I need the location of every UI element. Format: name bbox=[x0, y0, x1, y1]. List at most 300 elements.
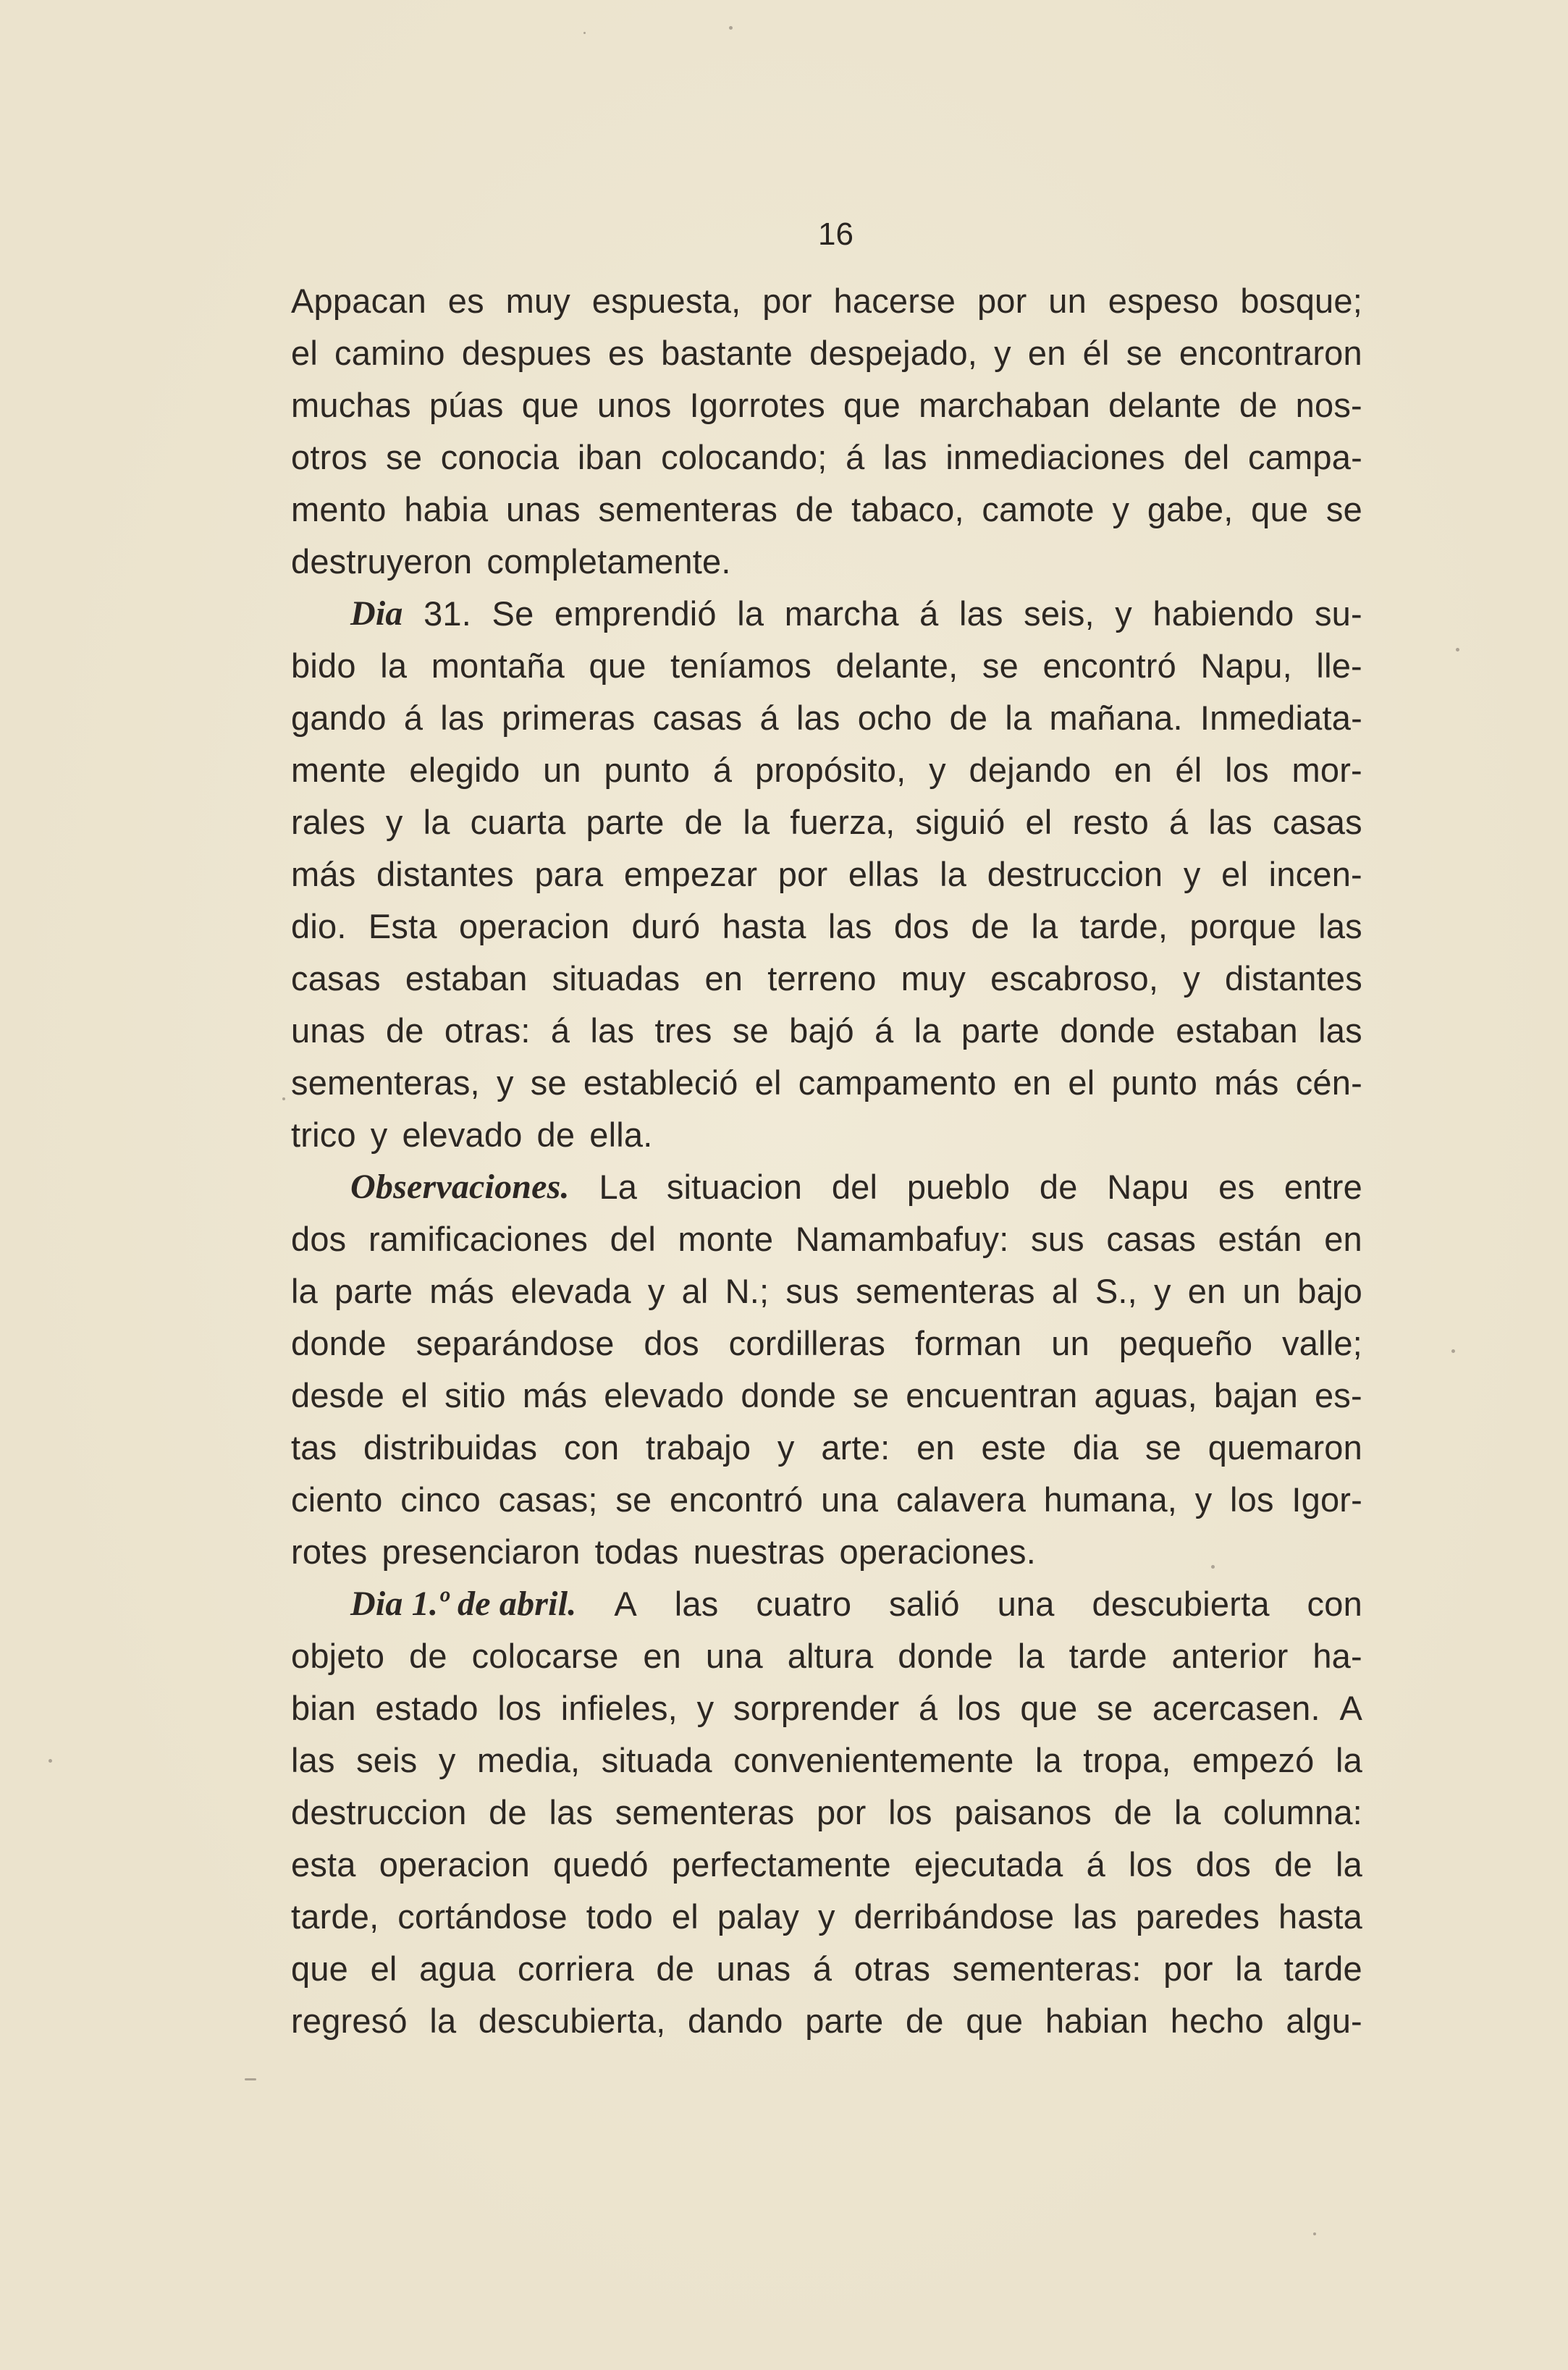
word: las bbox=[827, 907, 872, 945]
word: 31. bbox=[423, 594, 472, 633]
word: que bbox=[1251, 490, 1309, 528]
word: siguió bbox=[915, 803, 1006, 841]
word: las bbox=[590, 1011, 635, 1050]
word: más bbox=[291, 855, 356, 893]
word: Se bbox=[492, 594, 534, 633]
word: de bbox=[1113, 1793, 1152, 1831]
word: del bbox=[610, 1220, 656, 1258]
word: de bbox=[409, 1637, 447, 1675]
paper-speck bbox=[49, 1759, 52, 1763]
word: los bbox=[1225, 751, 1269, 789]
word: otras: bbox=[444, 1011, 531, 1050]
word: Napu, bbox=[1200, 646, 1292, 685]
word: una bbox=[705, 1637, 763, 1675]
word: la bbox=[423, 803, 450, 841]
word: que bbox=[291, 1949, 349, 1988]
word: acercasen. bbox=[1152, 1689, 1320, 1727]
word: al bbox=[1051, 1272, 1079, 1310]
word: sementeras: bbox=[952, 1949, 1142, 1988]
word: las bbox=[549, 1793, 594, 1831]
word: duró bbox=[631, 907, 701, 945]
word: mente bbox=[291, 751, 387, 789]
word: trabajo bbox=[646, 1428, 751, 1467]
word: estaban bbox=[405, 959, 528, 998]
word: y bbox=[994, 334, 1011, 372]
word: emprendió bbox=[554, 594, 717, 633]
word: en bbox=[1324, 1220, 1362, 1258]
word: del bbox=[1184, 438, 1230, 476]
word: por bbox=[777, 855, 828, 893]
word: Appacan bbox=[291, 282, 426, 320]
word: y bbox=[1183, 855, 1201, 893]
word: la bbox=[380, 646, 408, 685]
word: á bbox=[874, 1011, 894, 1050]
entry-heading: Dia 1.º de abril. bbox=[350, 1585, 577, 1623]
word: pequeño bbox=[1118, 1324, 1253, 1362]
word: lle- bbox=[1316, 646, 1362, 685]
word: los bbox=[1230, 1480, 1274, 1519]
word: y bbox=[496, 1063, 514, 1102]
word: á bbox=[403, 699, 423, 737]
word: y bbox=[818, 1897, 835, 1936]
word: bian bbox=[291, 1689, 356, 1727]
text-line bbox=[291, 692, 1362, 744]
word: todo bbox=[586, 1897, 653, 1936]
word: primeras bbox=[502, 699, 636, 737]
word: están bbox=[1218, 1220, 1302, 1258]
text-line bbox=[291, 1005, 1362, 1057]
word: su- bbox=[1314, 594, 1362, 633]
paper-speck bbox=[282, 1097, 285, 1100]
word: tarde bbox=[1068, 1637, 1147, 1675]
word: el bbox=[1221, 855, 1249, 893]
word: el bbox=[291, 334, 318, 372]
word: los bbox=[497, 1689, 542, 1727]
word: entre bbox=[1284, 1168, 1362, 1206]
word: y bbox=[1115, 594, 1132, 633]
word: las bbox=[1073, 1897, 1117, 1936]
word: la bbox=[1335, 1845, 1362, 1884]
word: las bbox=[1318, 907, 1362, 945]
word: sementeras bbox=[598, 490, 778, 528]
word: un bbox=[1242, 1272, 1281, 1310]
word: bajo bbox=[1297, 1272, 1362, 1310]
word: N.; bbox=[725, 1272, 770, 1310]
word: dos bbox=[893, 907, 950, 945]
word: en bbox=[916, 1428, 955, 1467]
word: un bbox=[1051, 1324, 1089, 1362]
word: despejado, bbox=[809, 334, 978, 372]
word: encontró bbox=[670, 1480, 804, 1519]
word: columna: bbox=[1223, 1793, 1362, 1831]
word: y bbox=[1183, 959, 1200, 998]
word: la bbox=[940, 855, 967, 893]
word: forman bbox=[914, 1324, 1022, 1362]
word: delante, bbox=[835, 646, 958, 685]
text-line bbox=[291, 588, 1362, 640]
word: anterior bbox=[1171, 1637, 1289, 1675]
word: los bbox=[888, 1793, 932, 1831]
word: Namambafuy: bbox=[795, 1220, 1009, 1258]
word: dos bbox=[644, 1324, 699, 1362]
word: mor- bbox=[1291, 751, 1362, 789]
word: las bbox=[291, 1741, 335, 1779]
word: se bbox=[615, 1480, 652, 1519]
word: bastante bbox=[661, 334, 793, 372]
text-line bbox=[291, 848, 1362, 901]
word: y bbox=[1153, 1272, 1171, 1310]
word: para bbox=[534, 855, 604, 893]
word: se bbox=[386, 438, 423, 476]
word: donde bbox=[741, 1376, 837, 1414]
word: terreno bbox=[767, 959, 877, 998]
word: y bbox=[777, 1428, 795, 1467]
word: él bbox=[1082, 334, 1110, 372]
word: hacerse bbox=[833, 282, 956, 320]
word: bajó bbox=[789, 1011, 854, 1050]
word: inmediaciones bbox=[945, 438, 1166, 476]
word: por bbox=[1163, 1949, 1213, 1988]
word: de bbox=[1274, 1845, 1312, 1884]
word: punto bbox=[1111, 1063, 1198, 1102]
word: casas; bbox=[498, 1480, 598, 1519]
word: más bbox=[429, 1272, 494, 1310]
word: quedó bbox=[553, 1845, 649, 1884]
text-line bbox=[291, 536, 1362, 588]
word: salió bbox=[889, 1585, 960, 1623]
text-line bbox=[291, 1839, 1362, 1891]
word: la bbox=[743, 803, 770, 841]
text-line bbox=[291, 431, 1362, 484]
text-line bbox=[291, 1265, 1362, 1317]
body-text bbox=[291, 275, 1362, 2047]
word: se bbox=[1145, 1428, 1182, 1467]
word: trico bbox=[291, 1116, 356, 1154]
word: por bbox=[816, 1793, 867, 1831]
word: desde bbox=[291, 1376, 385, 1414]
word: las bbox=[1318, 1011, 1362, 1050]
word: en bbox=[1013, 1063, 1052, 1102]
word: ha- bbox=[1312, 1637, 1362, 1675]
word: operacion bbox=[379, 1845, 530, 1884]
word: estado bbox=[375, 1689, 479, 1727]
word: cuatro bbox=[756, 1585, 852, 1623]
word: sementeras bbox=[856, 1272, 1035, 1310]
word: distantes bbox=[1225, 959, 1362, 998]
word: altura bbox=[787, 1637, 874, 1675]
word: dos bbox=[1195, 1845, 1252, 1884]
word: las bbox=[958, 594, 1003, 633]
word: se bbox=[732, 1011, 769, 1050]
word: parte bbox=[334, 1272, 413, 1310]
word: muy bbox=[901, 959, 966, 998]
word: la bbox=[737, 594, 764, 633]
word: es bbox=[447, 282, 484, 320]
word: cinco bbox=[400, 1480, 481, 1519]
word: á bbox=[846, 438, 865, 476]
word: las bbox=[674, 1585, 719, 1623]
word: unas bbox=[716, 1949, 791, 1988]
word: muchas bbox=[291, 386, 411, 424]
word: se bbox=[853, 1376, 890, 1414]
word: y bbox=[1112, 490, 1130, 528]
word: sitio bbox=[444, 1376, 506, 1414]
word: los bbox=[957, 1689, 1001, 1727]
word: á bbox=[550, 1011, 570, 1050]
word: ejecutada bbox=[914, 1845, 1063, 1884]
page-number: 16 bbox=[818, 216, 853, 252]
word: y bbox=[696, 1689, 715, 1727]
word: unas bbox=[506, 490, 581, 528]
word: este bbox=[981, 1428, 1047, 1467]
word: á bbox=[759, 699, 779, 737]
word: las bbox=[883, 438, 927, 476]
word: espuesta, bbox=[591, 282, 741, 320]
paper-speck bbox=[1456, 648, 1459, 651]
text-line bbox=[291, 1422, 1362, 1474]
word: por bbox=[977, 282, 1027, 320]
word: elevada bbox=[510, 1272, 631, 1310]
word: destruccion bbox=[291, 1793, 467, 1831]
word: una bbox=[821, 1480, 879, 1519]
paper-speck bbox=[245, 2078, 256, 2080]
paper-speck bbox=[1451, 1349, 1455, 1353]
word: en bbox=[1187, 1272, 1226, 1310]
text-line bbox=[291, 1630, 1362, 1682]
word: se bbox=[530, 1063, 567, 1102]
word: del bbox=[831, 1168, 878, 1206]
word: monte bbox=[678, 1220, 774, 1258]
word: casas bbox=[291, 959, 381, 998]
word: parte bbox=[586, 803, 665, 841]
word: completamente. bbox=[486, 542, 731, 581]
word: Igor- bbox=[1291, 1480, 1362, 1519]
word: empezar bbox=[623, 855, 758, 893]
word: empezó bbox=[1192, 1741, 1315, 1779]
word: propósito, bbox=[754, 751, 906, 789]
word: el bbox=[370, 1949, 397, 1988]
entry-heading: Dia bbox=[350, 594, 403, 633]
word: seis bbox=[356, 1741, 418, 1779]
word: distantes bbox=[376, 855, 514, 893]
word: de bbox=[905, 2002, 944, 2040]
word: la bbox=[429, 2002, 457, 2040]
word: un bbox=[1048, 282, 1087, 320]
word: dia bbox=[1072, 1428, 1119, 1467]
word: marcha bbox=[784, 594, 899, 633]
word: dando bbox=[687, 2002, 783, 2040]
word: la bbox=[1174, 1793, 1202, 1831]
word: cuarta bbox=[470, 803, 566, 841]
word: elegido bbox=[409, 751, 520, 789]
text-line bbox=[291, 1734, 1362, 1787]
word: más bbox=[1214, 1063, 1279, 1102]
word: es bbox=[608, 334, 645, 372]
text-line bbox=[291, 744, 1362, 796]
word: descubierta, bbox=[478, 2002, 666, 2040]
word: situacion bbox=[666, 1168, 803, 1206]
word: ella. bbox=[589, 1116, 653, 1154]
word: corriera bbox=[517, 1949, 634, 1988]
word: porque bbox=[1189, 907, 1297, 945]
word: á bbox=[919, 594, 939, 633]
word: agua bbox=[419, 1949, 496, 1988]
word: camino bbox=[334, 334, 445, 372]
word: tarde bbox=[1284, 1949, 1362, 1988]
word: la bbox=[291, 1272, 318, 1310]
word: se bbox=[1126, 334, 1163, 372]
word: descubierta bbox=[1092, 1585, 1270, 1623]
word: más bbox=[522, 1376, 588, 1414]
word: la bbox=[1034, 1741, 1062, 1779]
text-line bbox=[291, 275, 1362, 327]
word: y bbox=[370, 1116, 388, 1154]
text-line bbox=[291, 1995, 1362, 2047]
word: y bbox=[929, 751, 946, 789]
word: encuentran bbox=[906, 1376, 1078, 1414]
word: paredes bbox=[1135, 1897, 1260, 1936]
word: regresó bbox=[291, 2002, 408, 2040]
word: dos bbox=[291, 1220, 347, 1258]
word: en bbox=[704, 959, 743, 998]
text-line bbox=[291, 1213, 1362, 1265]
word: ramificaciones bbox=[368, 1220, 589, 1258]
word: tabaco, bbox=[851, 490, 964, 528]
text-line bbox=[291, 1317, 1362, 1370]
word: á bbox=[1086, 1845, 1105, 1884]
word: casas bbox=[1106, 1220, 1197, 1258]
word: tropa, bbox=[1083, 1741, 1171, 1779]
word: las bbox=[1208, 803, 1253, 841]
word: las bbox=[796, 699, 840, 737]
word: destruccion bbox=[987, 855, 1163, 893]
text-line bbox=[291, 1787, 1362, 1839]
word: colocarse bbox=[471, 1637, 619, 1675]
word: la bbox=[1017, 1637, 1045, 1675]
word: los bbox=[1129, 1845, 1173, 1884]
word: todas bbox=[594, 1532, 679, 1571]
word: unas bbox=[291, 1011, 366, 1050]
word: y bbox=[1194, 1480, 1213, 1519]
word: situada bbox=[601, 1741, 712, 1779]
word: tres bbox=[654, 1011, 712, 1050]
text-line bbox=[291, 1370, 1362, 1422]
word: se bbox=[982, 646, 1019, 685]
text-line bbox=[291, 379, 1362, 431]
word: de bbox=[1239, 386, 1278, 424]
word: Igorrotes bbox=[689, 386, 825, 424]
word: A bbox=[614, 1585, 637, 1623]
word: en bbox=[1113, 751, 1152, 789]
word: sementeras, bbox=[291, 1063, 480, 1102]
word: despues bbox=[461, 334, 591, 372]
word: es- bbox=[1314, 1376, 1362, 1414]
word: gando bbox=[291, 699, 387, 737]
word: con bbox=[1307, 1585, 1362, 1623]
word: fuerza, bbox=[790, 803, 895, 841]
word: A bbox=[1339, 1689, 1362, 1727]
word: de bbox=[795, 490, 834, 528]
word: seis, bbox=[1024, 594, 1095, 633]
word: tarde, bbox=[1079, 907, 1168, 945]
word: palay bbox=[717, 1897, 800, 1936]
word: rotes bbox=[291, 1532, 368, 1571]
word: que bbox=[843, 386, 901, 424]
word: bajan bbox=[1213, 1376, 1298, 1414]
word: de bbox=[385, 1011, 424, 1050]
word: dejando bbox=[969, 751, 1092, 789]
word: de bbox=[656, 1949, 695, 1988]
word: cordilleras bbox=[728, 1324, 886, 1362]
word: media, bbox=[477, 1741, 581, 1779]
text-line bbox=[291, 484, 1362, 536]
word: operaciones. bbox=[839, 1532, 1037, 1571]
word: por bbox=[762, 282, 812, 320]
word: campa- bbox=[1248, 438, 1362, 476]
word: objeto bbox=[291, 1637, 385, 1675]
word: convenientemente bbox=[733, 1741, 1014, 1779]
word: de bbox=[949, 699, 988, 737]
word: nos- bbox=[1295, 386, 1362, 424]
word: hasta bbox=[722, 907, 806, 945]
word: marchaban bbox=[919, 386, 1091, 424]
word: cortándose bbox=[397, 1897, 568, 1936]
entry-heading: Observaciones. bbox=[350, 1168, 570, 1206]
text-line bbox=[291, 640, 1362, 692]
word: parte bbox=[961, 1011, 1040, 1050]
paper-speck bbox=[1211, 1565, 1215, 1569]
text-line bbox=[291, 1682, 1362, 1734]
word: sorprender bbox=[733, 1689, 900, 1727]
word: perfectamente bbox=[671, 1845, 891, 1884]
word: sus bbox=[1031, 1220, 1084, 1258]
word: el bbox=[754, 1063, 782, 1102]
word: ellas bbox=[848, 855, 919, 893]
word: sementeras bbox=[615, 1793, 795, 1831]
word: habia bbox=[404, 490, 489, 528]
word: separándose bbox=[416, 1324, 615, 1362]
word: S., bbox=[1095, 1272, 1137, 1310]
word: tas bbox=[291, 1428, 337, 1467]
word: con bbox=[563, 1428, 620, 1467]
word: donde bbox=[1060, 1011, 1155, 1050]
word: de bbox=[489, 1793, 527, 1831]
word: de bbox=[684, 803, 723, 841]
word: de bbox=[1039, 1168, 1078, 1206]
word: parte bbox=[805, 2002, 884, 2040]
word: distribuidas bbox=[363, 1428, 538, 1467]
word: derribándose bbox=[853, 1897, 1055, 1936]
word: habiendo bbox=[1152, 594, 1294, 633]
word: de bbox=[971, 907, 1010, 945]
word: mañana. bbox=[1049, 699, 1183, 737]
word: la bbox=[1031, 907, 1058, 945]
word: espeso bbox=[1108, 282, 1219, 320]
word: delante bbox=[1108, 386, 1221, 424]
word: colocando; bbox=[661, 438, 827, 476]
text-line bbox=[291, 1578, 1362, 1630]
word: donde bbox=[291, 1324, 387, 1362]
word: bido bbox=[291, 646, 356, 685]
word: hasta bbox=[1278, 1897, 1362, 1936]
word: se bbox=[1325, 490, 1362, 528]
text-line bbox=[291, 1943, 1362, 1995]
word: sus bbox=[785, 1272, 840, 1310]
word: donde bbox=[898, 1637, 993, 1675]
word: calavera bbox=[895, 1480, 1027, 1519]
word: ocho bbox=[857, 699, 932, 737]
word: el bbox=[1025, 803, 1053, 841]
